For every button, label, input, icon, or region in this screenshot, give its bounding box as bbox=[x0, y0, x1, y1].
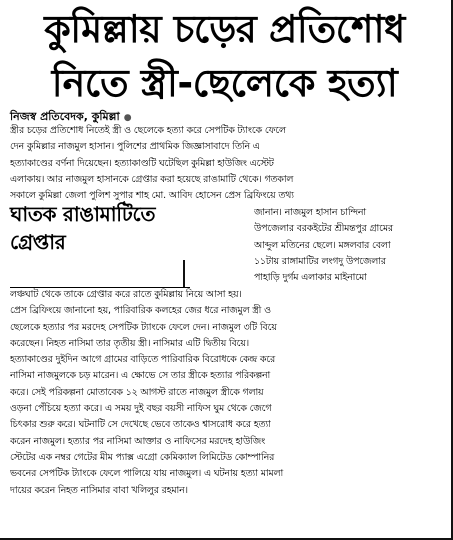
body-line: ওড়না পেঁচিয়ে হত্যা করে। এ সময় দুই বছর বয়সী নাফিস ঘুম থেকে জেগে bbox=[10, 403, 272, 415]
bullet-icon: ● bbox=[123, 113, 132, 123]
body-line: ছেলেকে হত্যার পর মরদেহ সেপটিক ট্যাংকে ফেলে দেন। নাজমুল ৩টি বিয়ে bbox=[10, 321, 277, 333]
headline-line-2: নিতে স্ত্রী-ছেলেকে হত্যা bbox=[51, 61, 398, 105]
article-body-bottom bbox=[10, 287, 442, 499]
body-line: ভবনের সেপটিক ট্যাংকে ফেলে পালিয়ে যায় নাজমুল। এ ঘটনায় হত্যা মামলা bbox=[10, 468, 284, 480]
body-line: করেন নাজমুল। হত্যার পর নাসিমা আক্তার ও নাফিসের মরদেহ হাউজিং bbox=[10, 435, 265, 447]
body-line: নাসিমা নাজমুলকে চড় মারেন। এ ক্ষোভে সে তার স্ত্রীকে হত্যার পরিকল্পনা bbox=[10, 370, 271, 382]
body-line: উপজেলার বরকইটের শ্রীমন্তপুর গ্রামের bbox=[254, 223, 393, 235]
article-body-right bbox=[254, 205, 442, 286]
body-line: ১১টায় রাঙ্গামাটির লংগদু উপজেলার bbox=[254, 255, 386, 267]
body-line: আব্দুল মতিনের ছেলে। মঙ্গলবার বেলা bbox=[254, 239, 391, 251]
body-line: দায়ের করেন নিহত নাসিমার বাবা খলিলুর রহমান। bbox=[10, 484, 188, 496]
body-line: হত্যাকাণ্ডের বর্ণনা দিয়েছেন। হত্যাকাণ্ডটি ঘটেছিল কুমিল্লা হাউজিং এস্টেট bbox=[10, 157, 274, 169]
body-line: করেছেন। নিহত নাসিমা তার তৃতীয় স্ত্রী। নাসিমার এটি দ্বিতীয় বিয়ে। bbox=[10, 337, 250, 349]
body-line: দেন কুমিল্লার নাজমুল হাসান। পুলিশের প্রাথমিক জিজ্ঞাসাবাদে তিনি এ bbox=[10, 141, 260, 153]
body-line: লঞ্চঘাট থেকে তাকে গ্রেপ্তার করে রাতে কুমিল্লায় নিয়ে আসা হয়। bbox=[10, 289, 242, 300]
body-line: জানান। নাজমুল হাসান চান্দিনা bbox=[254, 207, 366, 218]
body-line: করে। সেই পরিকল্পনা মোতাবেক ১২ আগস্ট রাতে নাজমুল স্ত্রীকে গলায় bbox=[10, 386, 264, 398]
subheading-bar bbox=[183, 260, 185, 288]
body-line: চিৎকার শুরু করে। ঘটনাটি সে দেখেছে ভেবে তাকেও শ্বাসরোধ করে হত্যা bbox=[10, 419, 271, 431]
body-line: হত্যাকাণ্ডের দুইদিন আগে গ্রামের বাড়িতে পারিবারিক বিরোধকে কেন্দ্র করে bbox=[10, 354, 275, 366]
body-line: পাহাড়ি দুর্গম এলাকার মাইনামো bbox=[254, 272, 367, 284]
subheading-line-2: গ্রেপ্তার bbox=[10, 230, 66, 254]
body-line: প্রেস ব্রিফিংয়ে জানানো হয়, পারিবারিক কলহের জের ধরে নাজমুল স্ত্রী ও bbox=[10, 305, 271, 317]
byline-text: নিজস্ব প্রতিবেদক, কুমিল্লা bbox=[10, 110, 120, 123]
article-body-top bbox=[10, 123, 442, 204]
subheading bbox=[10, 200, 180, 256]
headline-line-1: কুমিল্লায় চড়ের প্রতিশোধ bbox=[44, 7, 405, 51]
body-line: স্ত্রীর চড়ের প্রতিশোধ নিতেই স্ত্রী ও ছেলেকে হত্যা করে সেপটিক ট্যাংকে ফেলে bbox=[10, 125, 286, 136]
body-line: এলাকায়। আর নাজমুল হাসানকে গ্রেপ্তার করা হয়েছে রাঙামাটি থেকে। গতকাল bbox=[10, 173, 294, 185]
body-line: স্টেটের এক নম্বর গেটের মীম প্যাক্স এগ্রো কেমিক্যাল লিমিটেড কোম্পানির bbox=[10, 451, 275, 463]
subheading-line-1: ঘাতক রাঙামাটিতে bbox=[10, 202, 156, 226]
body-line: সকালে কুমিল্লা জেলা পুলিশ সুপার শাহ মো. আবিদ হোসেন প্রেস ব্রিফিংয়ে তথ্য bbox=[10, 190, 294, 202]
